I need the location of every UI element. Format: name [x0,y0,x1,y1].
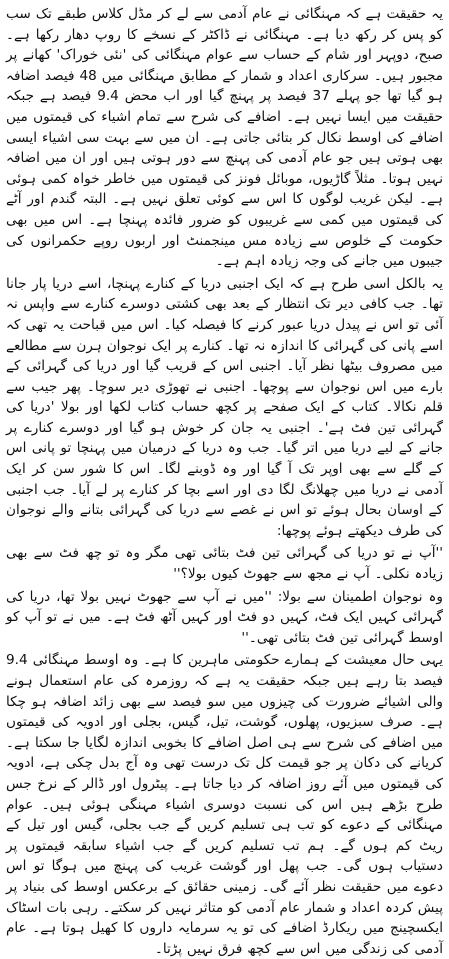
article-column [6,4,443,959]
article-paragraph-2: یہ بالکل اسی طرح ہے کہ ایک اجنبی دریا کے کنارے پہنچا، اسے دریا پار جانا تھا۔ جب کافی دیر تک انتظار کے بعد بھی کشتی دوسرے کنارے سے واپس نہ آئی تو اس نے پیدل دریا عبور کرنے کا فیصلہ کیا۔ اس میں قباحت یہ تھی کہ اسے پانی کی گہرائی کا اندازہ نہ تھا۔ کنارے پر ایک نوجوان ہرن سے مطالعے میں مصروف بیٹھا نظر آیا۔ اجنبی اس کے قریب گیا اور دریا کی گہرائی کے بارے میں اس نوجوان سے پوچھا۔ اجنبی نے تھوڑی دیر سوچا۔ پھر جیب سے قلم نکالا۔ کتاب کے ایک صفحے پر کچھ حساب کتاب لکھا اور بولا 'دریا کی گہرائی تین فٹ ہے'۔ اجنبی یہ جان کر خوش ہو گیا اور دوسرے کنارے پر جانے کے لیے دریا میں اتر گیا۔ جب وہ دریا کے درمیان میں پہنچا تو پانی اس کے گلے سے بھی اوپر تک آ گیا اور وہ ڈوبنے لگا۔ اس کا شور سن کر ایک آدمی نے دریا میں چھلانگ لگا دی اور اسے بچا کر کنارے پر لے آیا۔ جب اجنبی کے اوسان بحال ہوئے تو اس نے غصے سے دریا کی گہرائی بتانے والے نوجوان کی طرف دیکھتے ہوئے پوچھا: [6,275,443,539]
article-paragraph-1: یہ حقیقت ہے کہ مہنگائی نے عام آدمی سے لے کر مڈل کلاس طبقے تک سب کو پس کر رکھ دیا ہے۔ مہنگائی نے ڈاکٹر کے نسخے کا روپ دھار رکھا ہے۔ صبح، دوپہر اور شام کے حساب سے عوام مہنگائی کی 'نئی خوراک' کھانے پر مجبور ہیں۔ سرکاری اعداد و شمار کے مطابق مہنگائی میں 48 فیصد اضافہ ہو گیا تھا جو پہلے 37 فیصد پر پہنچ گیا اور اب محض 9.4 فیصد ہے جبکہ حقیقت میں ایسا نہیں ہے۔ اضافے کی شرح سے تمام اشیاء کی قیمتوں میں اضافے کی اوسط نکال کر بتائی جاتی ہے۔ ان میں سے بہت سی اشیاء ایسی بھی ہوتی ہیں جو عام آدمی کی پہنچ سے دور ہوتی ہیں اور ان میں اضافہ نہیں ہوتا۔ مثلاً گاڑیوں، موبائل فونز کی قیمتوں میں خاطر خواہ کمی ہوئی ہے۔ لیکن غریب لوگوں کا اس سے کوئی تعلق نہیں ہے۔ البتہ گندم اور آٹے کی قیمتوں میں کمی سے غریبوں کو ضرور فائدہ پہنچا ہے۔ اس میں بھی حکومت کے خلوص سے زیادہ مس مینجمنٹ اور اربوں روپے حکمرانوں کی جیبوں میں جانے کی وجہ زیادہ اہم ہے۔ [6,6,443,270]
article-quote-question: ''آپ نے تو دریا کی گہرائی تین فٹ بتائی تھی مگر وہ تو چھ فٹ سے بھی زیادہ نکلی۔ آپ نے مجھ سے جھوٹ کیوں بولا؟'' [6,545,443,583]
article-paragraph-conclusion: یہی حال معیشت کے ہمارے حکومتی ماہرین کا ہے۔ وہ اوسط مہنگائی 9.4 فیصد بتا رہے ہیں جبکہ حقیقت یہ ہے کہ روزمرہ کی عام استعمال ہونے والی اشیائے ضرورت کی چیزوں میں سو فیصد سے بھی زائد اضافہ ہو چکا ہے۔ صرف سبزیوں، پھلوں، گوشت، تیل، گیس، بجلی اور ادویہ کی قیمتوں میں اضافے کی شرح سے ہی اصل اضافے کا بخوبی اندازہ لگایا جا سکتا ہے۔ کریانے کی دکان پر جو قیمت کل تک درست تھی وہ آج بدل چکی ہے، ادویہ کی قیمتوں میں آئے روز اضافہ کر دیا جاتا ہے۔ پیٹرول اور ڈالر کے نرخ جس طرح بڑھے ہیں اس کی نسبت دوسری اشیاء مہنگی ہوئی ہیں۔ عوام مہنگائی کے دعوے کو تب ہی تسلیم کریں گے جب بجلی، گیس اور تیل کے ریٹ کم ہوں گے۔ ہم تب تسلیم کریں گے جب اشیاء سابقہ قیمتوں پر دستیاب ہوں گی۔ جب پھل اور گوشت غریب کی پہنچ میں ہوگا تو اس دعوے میں حقیقت نظر آئے گی۔ زمینی حقائق کے برعکس اوسط کی بنیاد پر پیش کردہ اعداد و شمار عام آدمی کو متاثر نہیں کر سکتے۔ رہی بات اسٹاک ایکسچینج میں ریکارڈ اضافے کی تو یہ سرمایہ داروں کا کھیل ہوتا ہے۔ عام آدمی کی زندگی میں اس سے کچھ فرق نہیں پڑتا۔ [6,652,443,957]
article-quote-answer: وہ نوجوان اطمینان سے بولا: ''میں نے آپ سے جھوٹ نہیں بولا تھا، دریا کی گہرائی کہیں ایک فٹ، کہیں دو فٹ اور کہیں آٹھ فٹ ہے۔ میں نے تو آپ کو اوسط گہرائی تین فٹ بتائی تھی۔'' [6,588,443,646]
